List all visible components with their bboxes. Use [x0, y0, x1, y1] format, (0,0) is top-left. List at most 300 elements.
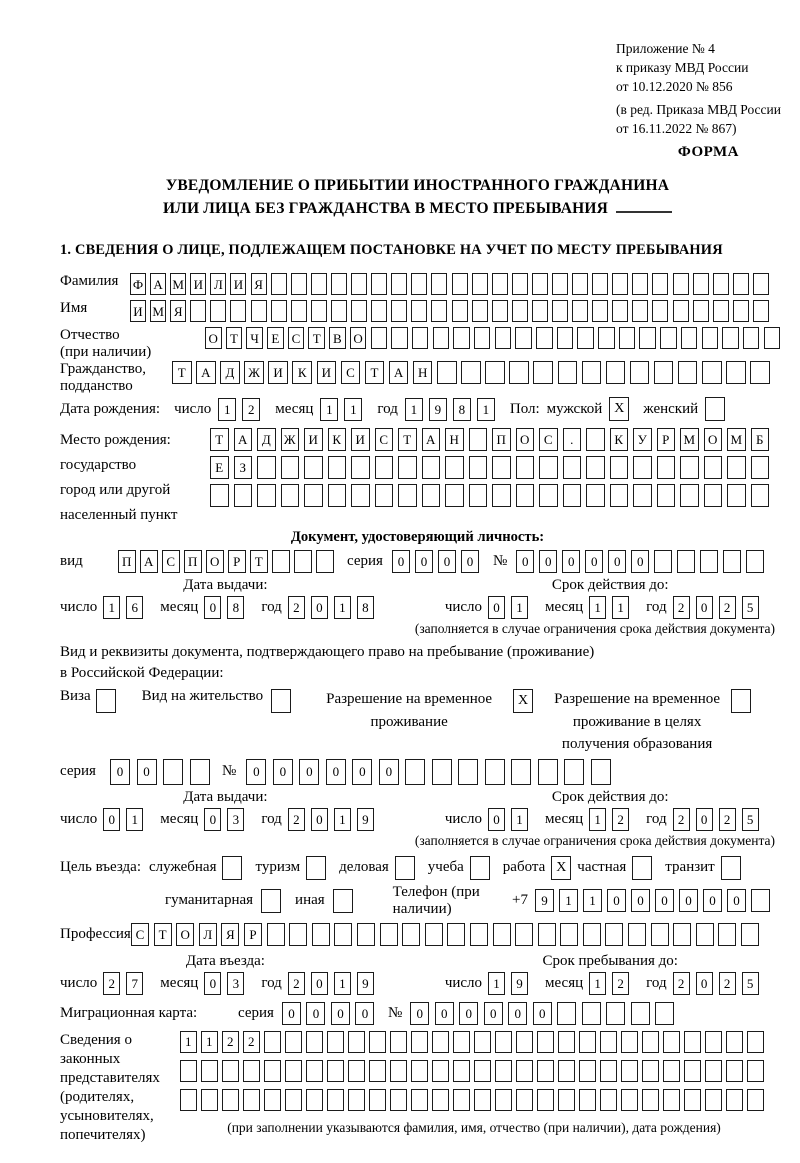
char-cell [592, 300, 608, 322]
char-cell: 1 [612, 596, 629, 619]
purpose-work-checkbox: X [551, 856, 571, 880]
char-cell: К [610, 428, 629, 451]
char-cell: 0 [246, 759, 266, 785]
forma-label: ФОРМА [677, 144, 739, 161]
char-cell [495, 1089, 512, 1111]
char-cell: 9 [511, 972, 528, 995]
char-cell: А [389, 361, 409, 384]
char-cell: 2 [612, 808, 629, 831]
month-label: месяц [160, 810, 199, 827]
title-blank-line [616, 210, 672, 213]
char-cell [230, 300, 246, 322]
char-cell [474, 1089, 491, 1111]
purpose-study-label: учеба [427, 859, 464, 876]
char-cell [605, 923, 623, 946]
char-cell: 0 [631, 550, 649, 573]
char-cell: Т [210, 428, 229, 451]
patronymic-boxes [205, 327, 784, 349]
char-cell: 0 [311, 808, 328, 831]
char-cell [552, 273, 568, 295]
char-cell [210, 484, 229, 507]
char-cell: 9 [357, 808, 374, 831]
char-cell [485, 759, 505, 785]
char-cell [557, 327, 574, 349]
char-cell [630, 361, 650, 384]
char-cell [495, 327, 512, 349]
char-cell [610, 456, 629, 479]
char-cell: 1 [405, 398, 423, 421]
valid-year-boxes [673, 596, 765, 619]
month-label: месяц [160, 974, 199, 991]
char-cell [453, 327, 470, 349]
form-title [60, 175, 775, 220]
char-cell: 2 [288, 808, 305, 831]
char-cell [243, 1089, 260, 1111]
residence-valid-fields [445, 808, 776, 831]
char-cell [642, 1060, 659, 1082]
char-cell [509, 361, 529, 384]
entry-date-fields [60, 972, 391, 995]
char-cell: 0 [484, 1002, 503, 1025]
char-cell: Б [751, 428, 770, 451]
entry-date-col [60, 953, 391, 995]
char-cell: С [375, 428, 394, 451]
char-cell: 2 [288, 596, 305, 619]
char-cell [306, 1089, 323, 1111]
day-label: число [174, 400, 212, 417]
char-cell [642, 1089, 659, 1111]
representatives-boxes [180, 1031, 768, 1136]
char-cell [652, 273, 668, 295]
char-cell [723, 550, 741, 573]
char-cell [351, 456, 370, 479]
char-cell: 1 [511, 808, 528, 831]
char-cell [380, 923, 398, 946]
char-cell: Ж [281, 428, 300, 451]
char-cell: 0 [306, 1002, 325, 1025]
residence-doc-note: (заполняется в случае ограничения срока действия документа) [414, 832, 775, 848]
char-cell: 1 [320, 398, 338, 421]
char-cell [652, 300, 668, 322]
section1-title: 1. СВЕДЕНИЯ О ЛИЦЕ, ПОДЛЕЖАЩЕМ ПОСТАНОВКЕ НА УЧЕТ ПО МЕСТУ ПРЕБЫВАНИЯ [60, 242, 723, 259]
day-label: число [444, 810, 483, 827]
char-cell [628, 923, 646, 946]
char-cell [474, 1031, 491, 1053]
phone-prefix: +7 [512, 892, 528, 909]
char-cell: С [162, 550, 180, 573]
char-cell: 0 [459, 1002, 478, 1025]
char-cell [747, 1089, 764, 1111]
char-cell: И [130, 300, 146, 322]
char-cell: 3 [227, 808, 244, 831]
purpose-tourism-checkbox [306, 856, 326, 880]
char-cell [375, 456, 394, 479]
char-cell [398, 484, 417, 507]
char-cell [285, 1031, 302, 1053]
char-cell [264, 1089, 281, 1111]
char-cell: 0 [508, 1002, 527, 1025]
char-cell: Ж [244, 361, 264, 384]
char-cell: 0 [282, 1002, 301, 1025]
representatives-row2 [180, 1060, 768, 1082]
residence-series-boxes [110, 759, 216, 785]
char-cell [458, 759, 478, 785]
char-cell [557, 1002, 576, 1025]
char-cell: 0 [703, 889, 722, 912]
char-cell [631, 1002, 650, 1025]
char-cell: О [704, 428, 723, 451]
char-cell: О [205, 327, 222, 349]
char-cell [222, 1060, 239, 1082]
purpose-row [60, 856, 775, 880]
representatives-row3 [180, 1089, 768, 1111]
char-cell: П [118, 550, 136, 573]
valid-date-fields [445, 596, 776, 619]
day-label: число [60, 974, 98, 991]
char-cell: 5 [742, 808, 759, 831]
char-cell: 6 [126, 596, 143, 619]
char-cell [328, 484, 347, 507]
char-cell [289, 923, 307, 946]
char-cell [437, 361, 457, 384]
char-cell [673, 300, 689, 322]
char-cell [673, 923, 691, 946]
char-cell [271, 273, 287, 295]
stay-date-col [445, 953, 776, 995]
char-cell [592, 273, 608, 295]
char-cell: 0 [488, 808, 505, 831]
purpose-humanitarian-label: гуманитарная [165, 892, 254, 909]
char-cell [700, 550, 718, 573]
char-cell [357, 923, 375, 946]
char-cell [733, 300, 749, 322]
char-cell: Я [251, 273, 267, 295]
char-cell: Л [210, 273, 226, 295]
char-cell [453, 1060, 470, 1082]
purpose-private-label: частная [577, 859, 627, 876]
char-cell [532, 273, 548, 295]
char-cell: 2 [673, 596, 690, 619]
char-cell: У [633, 428, 652, 451]
char-cell [610, 484, 629, 507]
char-cell: М [170, 273, 186, 295]
valid-day-boxes [488, 596, 534, 619]
char-cell [612, 300, 628, 322]
citizenship-label-line2: подданство [60, 378, 133, 395]
char-cell [402, 923, 420, 946]
char-cell [558, 1060, 575, 1082]
birth-place-label: государство [60, 457, 137, 474]
residence-issue-year [288, 808, 380, 831]
char-cell [718, 923, 736, 946]
residence-permit-label: Вид на жительство [141, 688, 264, 705]
char-cell [516, 1060, 533, 1082]
char-cell [560, 923, 578, 946]
char-cell [696, 923, 714, 946]
char-cell [375, 484, 394, 507]
char-cell: Т [250, 550, 268, 573]
char-cell [702, 361, 722, 384]
char-cell [693, 300, 709, 322]
char-cell: К [292, 361, 312, 384]
char-cell [281, 484, 300, 507]
identity-doc-row [60, 550, 775, 573]
char-cell: 0 [355, 1002, 374, 1025]
char-cell: 2 [222, 1031, 239, 1053]
char-cell [563, 484, 582, 507]
char-cell [539, 456, 558, 479]
purpose-label: Цель въезда: [60, 859, 141, 876]
char-cell [705, 1089, 722, 1111]
representatives-row1 [180, 1031, 768, 1053]
residence-valid-col [445, 789, 776, 831]
birth-place-row1 [210, 428, 774, 451]
purpose-private-checkbox [632, 856, 652, 880]
char-cell: К [328, 428, 347, 451]
day-label: число [60, 810, 98, 827]
char-cell [586, 484, 605, 507]
patronymic-label-text: Отчество [60, 327, 120, 344]
residence-number-boxes [246, 759, 617, 785]
char-cell [306, 1060, 323, 1082]
char-cell [632, 273, 648, 295]
char-cell [311, 273, 327, 295]
char-cell: 0 [311, 596, 328, 619]
purpose-other-label: иная [295, 892, 325, 909]
char-cell [469, 456, 488, 479]
char-cell [405, 759, 425, 785]
char-cell: Ч [246, 327, 263, 349]
char-cell [726, 1060, 743, 1082]
char-cell [663, 1031, 680, 1053]
valid-date-title: Срок действия до: [551, 577, 669, 594]
representatives-label: (родителях, [60, 1088, 135, 1105]
birth-place-boxes [210, 428, 774, 512]
char-cell [726, 361, 746, 384]
char-cell: О [176, 923, 194, 946]
birth-year-boxes [405, 398, 501, 421]
char-cell [511, 759, 531, 785]
char-cell: С [341, 361, 361, 384]
char-cell [222, 1089, 239, 1111]
char-cell: . [563, 428, 582, 451]
char-cell: О [516, 428, 535, 451]
char-cell: 1 [511, 596, 528, 619]
char-cell: 9 [429, 398, 447, 421]
residence-doc-dates [60, 789, 775, 831]
issue-day-boxes [103, 596, 149, 619]
char-cell [642, 1031, 659, 1053]
purpose-other-checkbox [333, 889, 353, 913]
char-cell [422, 456, 441, 479]
char-cell [586, 456, 605, 479]
visa-option [60, 688, 116, 713]
char-cell [704, 456, 723, 479]
char-cell: Л [199, 923, 217, 946]
char-cell: Т [365, 361, 385, 384]
char-cell: А [140, 550, 158, 573]
char-cell [291, 300, 307, 322]
char-cell: 0 [410, 1002, 429, 1025]
char-cell: О [206, 550, 224, 573]
year-label: год [377, 400, 398, 417]
char-cell: М [727, 428, 746, 451]
char-cell [764, 327, 781, 349]
char-cell: 0 [204, 808, 221, 831]
char-cell [348, 1060, 365, 1082]
char-cell: Н [413, 361, 433, 384]
temp-residence-label: Разрешение на временное проживание [326, 691, 493, 730]
purpose-business-checkbox [395, 856, 415, 880]
char-cell [469, 484, 488, 507]
char-cell [432, 1031, 449, 1053]
char-cell [306, 1031, 323, 1053]
char-cell [600, 1089, 617, 1111]
residence-permit-checkbox [271, 689, 291, 713]
char-cell [684, 1031, 701, 1053]
char-cell [552, 300, 568, 322]
month-label: месяц [545, 599, 584, 616]
identity-doc-header: Документ, удостоверяющий личность: [290, 529, 545, 546]
residence-issue-col [60, 789, 391, 831]
char-cell [693, 273, 709, 295]
char-cell [657, 456, 676, 479]
char-cell: Т [398, 428, 417, 451]
char-cell [334, 923, 352, 946]
char-cell [639, 327, 656, 349]
char-cell: Е [210, 456, 229, 479]
char-cell: 0 [204, 596, 221, 619]
stay-day-boxes [488, 972, 534, 995]
char-cell: 9 [535, 889, 554, 912]
profession-boxes [131, 923, 764, 946]
number-label: № [387, 1004, 403, 1021]
char-cell: 0 [461, 550, 479, 573]
char-cell [328, 456, 347, 479]
temp-residence-checkbox: X [513, 689, 533, 713]
char-cell [563, 456, 582, 479]
char-cell [351, 300, 367, 322]
given-name-row [60, 300, 775, 322]
visa-checkbox [96, 689, 116, 713]
day-label: число [444, 599, 483, 616]
char-cell [572, 300, 588, 322]
month-label: месяц [545, 974, 584, 991]
char-cell [702, 327, 719, 349]
char-cell [539, 484, 558, 507]
char-cell: А [196, 361, 216, 384]
purpose-work-label: работа [502, 859, 546, 876]
birth-place-labels [60, 428, 210, 528]
char-cell: 9 [357, 972, 374, 995]
char-cell: 1 [103, 596, 120, 619]
char-cell [680, 484, 699, 507]
char-cell: 1 [589, 808, 606, 831]
char-cell [558, 1031, 575, 1053]
char-cell [281, 456, 300, 479]
char-cell [371, 327, 388, 349]
surname-label: Фамилия [60, 273, 119, 290]
surname-row [60, 273, 775, 295]
char-cell: 1 [126, 808, 143, 831]
doc-kind-label: вид [60, 553, 83, 570]
char-cell [733, 273, 749, 295]
char-cell [271, 300, 287, 322]
residence-permit-option [142, 688, 291, 713]
char-cell [432, 1089, 449, 1111]
char-cell [398, 456, 417, 479]
representatives-label: законных [60, 1050, 121, 1067]
char-cell [673, 273, 689, 295]
month-label: месяц [275, 400, 314, 417]
entry-date-title: Дата въезда: [185, 952, 265, 969]
char-cell [536, 327, 553, 349]
number-label: № [222, 763, 237, 780]
char-cell [291, 273, 307, 295]
year-label: год [261, 810, 282, 827]
patronymic-label [60, 327, 205, 361]
char-cell [316, 550, 334, 573]
char-cell [747, 1031, 764, 1053]
char-cell: 0 [679, 889, 698, 912]
residence-valid-year [673, 808, 765, 831]
char-cell: 5 [742, 972, 759, 995]
purpose-row2 [165, 884, 775, 918]
residence-valid-day [488, 808, 534, 831]
purpose-tourism-label: туризм [255, 859, 301, 876]
char-cell [537, 1089, 554, 1111]
char-cell [579, 1060, 596, 1082]
char-cell [431, 300, 447, 322]
char-cell [285, 1089, 302, 1111]
char-cell: 5 [742, 596, 759, 619]
char-cell [447, 923, 465, 946]
char-cell [351, 273, 367, 295]
char-cell [327, 1031, 344, 1053]
char-cell [469, 428, 488, 451]
char-cell [257, 484, 276, 507]
day-label: число [60, 599, 98, 616]
char-cell [577, 327, 594, 349]
char-cell: 0 [533, 1002, 552, 1025]
char-cell: 0 [352, 759, 372, 785]
char-cell [453, 1031, 470, 1053]
surname-boxes [130, 273, 773, 295]
char-cell: Т [308, 327, 325, 349]
series-label: серия [238, 1004, 274, 1021]
char-cell [411, 1031, 428, 1053]
char-cell: 1 [583, 889, 602, 912]
char-cell [516, 1089, 533, 1111]
representatives-labels [60, 1031, 180, 1145]
amendment-line: от 16.11.2022 № 867) [616, 120, 737, 136]
char-cell [726, 1031, 743, 1053]
migration-series-boxes [282, 1002, 380, 1025]
char-cell [331, 300, 347, 322]
purpose-business-label: деловая [339, 859, 389, 876]
phone-label: Телефон (при наличии) [392, 883, 480, 917]
char-cell [512, 273, 528, 295]
char-cell [572, 273, 588, 295]
appendix-header [616, 40, 800, 138]
char-cell [294, 550, 312, 573]
temp-residence-option [313, 688, 533, 733]
char-cell [180, 1089, 197, 1111]
char-cell: А [150, 273, 166, 295]
stay-month-boxes [589, 972, 635, 995]
valid-month-boxes [589, 596, 635, 619]
char-cell [390, 1060, 407, 1082]
